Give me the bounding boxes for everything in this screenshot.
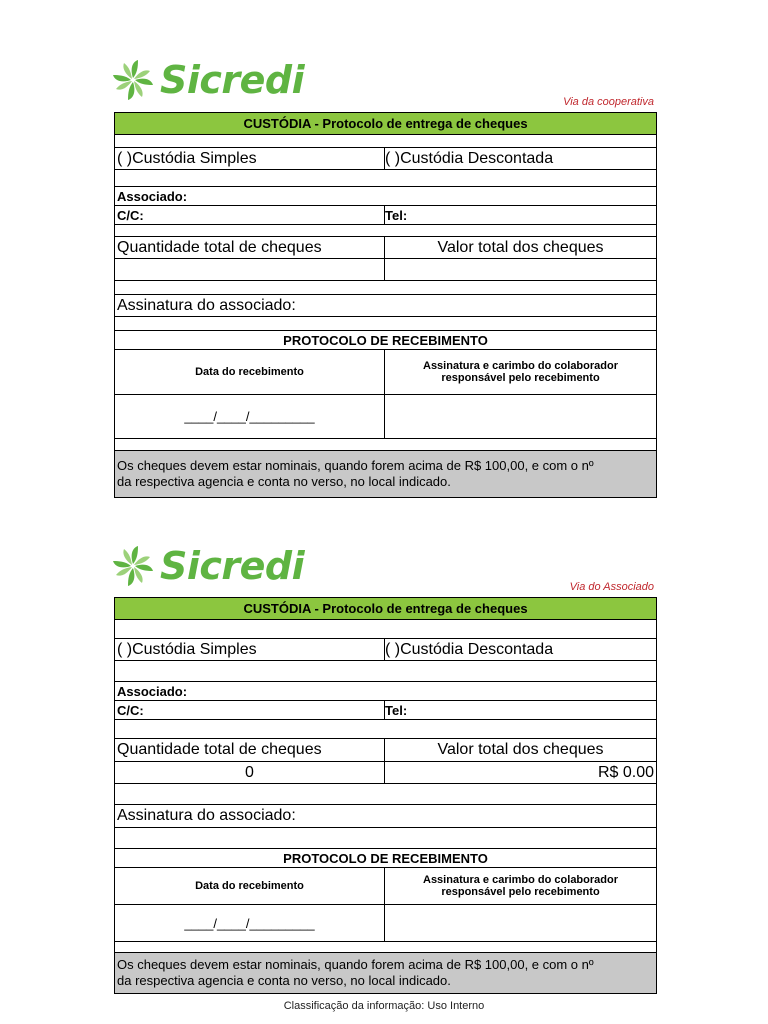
custodia-form-associado [114,597,657,994]
cc-tel-row [115,700,656,719]
footer-classificacao: Classificação da informação: Uso Interno [283,1000,485,1012]
sicredi-pinwheel-icon [110,57,156,103]
form-title: CUSTÓDIA - Protocolo de entrega de cheques [115,113,656,134]
custodia-descontada-option[interactable]: ( )Custódia Descontada [385,640,554,658]
protocolo-title-row [115,848,656,867]
spacer-row [115,827,656,848]
assinatura-label: Assinatura do associado: [117,807,296,824]
quantidade-value[interactable] [115,259,385,280]
protocolo-title: PROTOCOLO DE RECEBIMENTO [283,850,488,866]
spacer-row [115,438,656,450]
spacer-row [115,719,656,738]
carimbo-label-line-1: Assinatura e carimbo do colaborador [423,874,618,886]
totals-header-row [115,236,656,258]
title-row [115,113,656,134]
spacer-row [115,660,656,681]
custodia-simples-option[interactable]: ( )Custódia Simples [115,148,385,169]
spacer-row [115,783,656,804]
protocolo-title-row [115,330,656,349]
totals-header-row [115,738,656,761]
spacer-row [115,224,656,236]
protocolo-values-row [115,394,656,438]
spacer-row [115,316,656,330]
carimbo-label [385,350,656,394]
assinatura-row [115,294,656,316]
form-title: CUSTÓDIA - Protocolo de entrega de cheques [115,598,656,619]
note-line-2: da respectiva agencia e conta no verso, no local indicado. [117,973,451,988]
note-row [115,952,656,993]
data-recebimento-label: Data do recebimento [115,868,385,904]
sicredi-logo [110,541,304,591]
data-recebimento-label: Data do recebimento [115,350,385,394]
associado-row [115,186,656,205]
valor-label: Valor total dos cheques [437,238,604,256]
carimbo-label-line-2: responsável pelo recebimento [441,372,600,384]
note-line-1: Os cheques devem estar nominais, quando forem acima de R$ 100,00, e com o nº [117,957,594,972]
custodia-form-cooperativa [114,112,657,498]
note-text [115,953,656,993]
valor-value[interactable] [385,259,656,280]
via-label: Via da cooperativa [563,96,654,108]
options-row [115,147,656,169]
quantidade-value[interactable]: 0 [115,762,385,783]
protocolo-header-row [115,349,656,394]
carimbo-field[interactable] [385,905,656,941]
valor-value[interactable]: R$ 0.00 [597,763,654,781]
associado-label: Associado: [117,188,188,204]
assinatura-label: Assinatura do associado: [117,296,296,314]
totals-values-row [115,258,656,280]
totals-values-row [115,761,656,783]
via-label: Via do Associado [569,581,654,593]
options-row [115,638,656,660]
spacer-row [115,619,656,638]
brand-name: Sicredi [160,58,305,102]
cc-label: C/C: [115,206,385,224]
protocolo-title: PROTOCOLO DE RECEBIMENTO [283,332,488,348]
note-line-2: da respectiva agencia e conta no verso, no local indicado. [117,474,451,489]
title-row [115,598,656,619]
data-recebimento-field[interactable]: ____/____/_________ [115,395,385,438]
cc-label: C/C: [115,701,385,719]
data-recebimento-field[interactable]: ____/____/_________ [115,905,385,941]
quantidade-label: Quantidade total de cheques [115,237,385,258]
spacer-row [115,941,656,952]
associado-label: Associado: [117,683,188,699]
spacer-row [115,280,656,294]
spacer-row [115,169,656,186]
protocolo-header-row [115,867,656,904]
spacer-row [115,134,656,147]
carimbo-field[interactable] [385,395,656,438]
brand-name: Sicredi [160,544,305,588]
cc-tel-row [115,205,656,224]
tel-label: Tel: [385,702,408,718]
note-text [115,451,656,497]
carimbo-label-line-1: Assinatura e carimbo do colaborador [423,360,618,372]
custodia-descontada-option[interactable]: ( )Custódia Descontada [385,149,554,167]
valor-label: Valor total dos cheques [437,741,604,758]
carimbo-label-line-2: responsável pelo recebimento [441,886,600,898]
carimbo-label [385,868,656,904]
quantidade-label: Quantidade total de cheques [115,739,385,761]
sicredi-pinwheel-icon [110,543,156,589]
associado-row [115,681,656,700]
sicredi-logo [110,55,304,105]
protocolo-values-row [115,904,656,941]
note-row [115,450,656,497]
note-line-1: Os cheques devem estar nominais, quando forem acima de R$ 100,00, e com o nº [117,458,594,473]
custodia-simples-option[interactable]: ( )Custódia Simples [115,639,385,660]
assinatura-row [115,804,656,827]
tel-label: Tel: [385,207,408,223]
